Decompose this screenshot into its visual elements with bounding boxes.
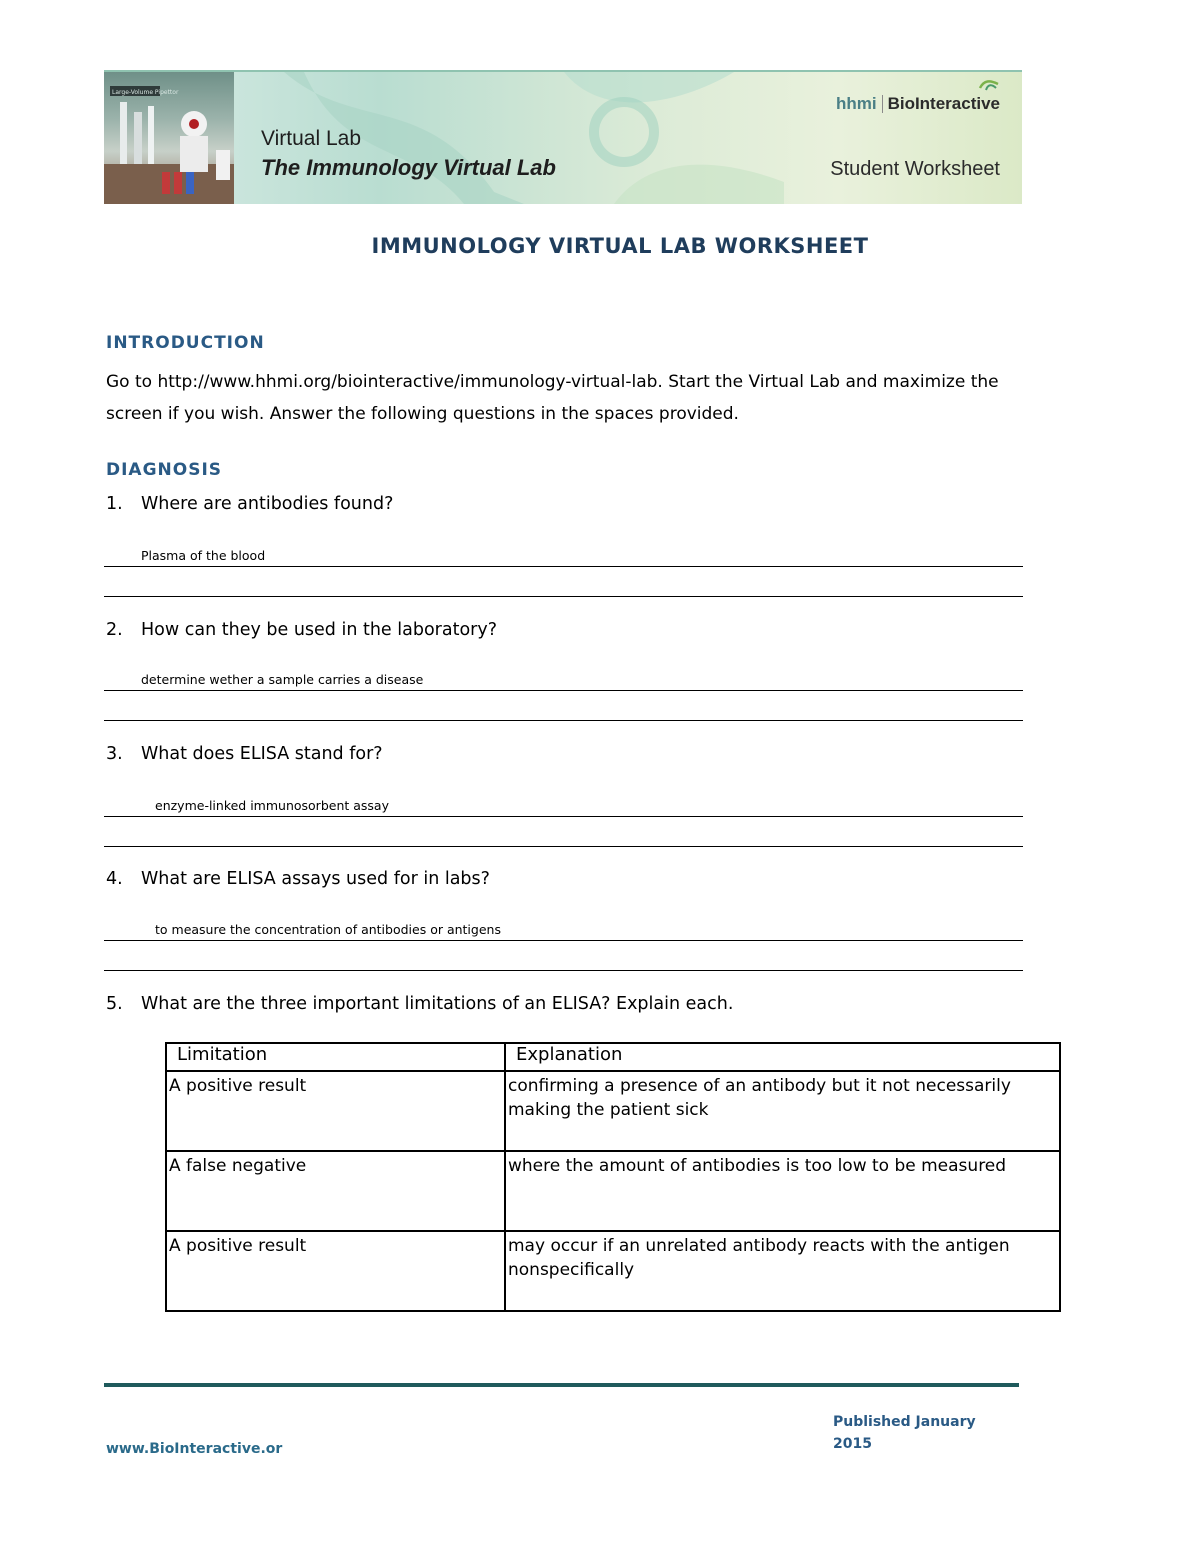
logo-separator	[882, 95, 883, 113]
column-header-explanation: Explanation	[505, 1043, 1060, 1071]
hhmi-biointeractive-logo	[836, 94, 1000, 114]
explanation-cell[interactable]: confirming a presence of an antibody but it not necessarily making the patient sick	[505, 1071, 1060, 1151]
published-date: Published January 2015	[833, 1414, 976, 1452]
table-row	[166, 1151, 1060, 1231]
explanation-cell[interactable]: may occur if an unrelated antibody reacts with the antigen nonspecifically	[505, 1231, 1060, 1311]
limitation-cell[interactable]: A false negative	[166, 1151, 505, 1231]
question-text: How can they be used in the laboratory?	[141, 620, 497, 640]
question-3	[106, 744, 383, 764]
question-text: What does ELISA stand for?	[141, 744, 383, 764]
banner-kicker: Virtual Lab	[261, 127, 362, 150]
answer-line	[104, 970, 1023, 971]
answer-line	[104, 940, 1023, 941]
introduction-heading: INTRODUCTION	[106, 333, 265, 353]
limitation-cell[interactable]: A positive result	[166, 1231, 505, 1311]
table-row	[166, 1231, 1060, 1311]
footer-website-link[interactable]: www.BioInteractive.or	[106, 1441, 283, 1457]
hhmi-logo-icon	[978, 78, 1000, 92]
question-1	[106, 494, 393, 514]
question-number: 5.	[106, 994, 123, 1014]
footer-divider	[104, 1383, 1019, 1387]
answer-line	[104, 720, 1023, 721]
photo-label: Large-Volume Pipettor	[112, 89, 179, 96]
question-number: 1.	[106, 494, 123, 514]
limitation-cell[interactable]: A positive result	[166, 1071, 505, 1151]
table-row	[166, 1071, 1060, 1151]
question-number: 4.	[106, 869, 123, 889]
banner-subtitle: Student Worksheet	[830, 158, 1000, 180]
answer-2[interactable]: determine wether a sample carries a disease	[141, 672, 424, 687]
question-number: 2.	[106, 620, 123, 640]
header-banner	[104, 70, 1022, 204]
logo-hhmi-text: hhmi	[835, 94, 877, 113]
answer-line	[104, 846, 1023, 847]
answer-4[interactable]: to measure the concentration of antibodies or antigens	[155, 922, 501, 937]
explanation-cell[interactable]: where the amount of antibodies is too low to be measured	[505, 1151, 1060, 1231]
diagnosis-heading: DIAGNOSIS	[106, 460, 223, 480]
table-header-row	[166, 1043, 1060, 1071]
question-text: What are the three important limitations of an ELISA? Explain each.	[141, 994, 734, 1014]
question-text: Where are antibodies found?	[141, 494, 394, 514]
answer-line	[104, 690, 1023, 691]
limitations-table	[165, 1042, 1061, 1312]
answer-1[interactable]: Plasma of the blood	[141, 548, 266, 563]
question-2	[106, 620, 497, 640]
lab-equipment-image	[104, 72, 234, 204]
answer-line	[104, 566, 1023, 567]
question-4	[106, 869, 490, 889]
document-title: IMMUNOLOGY VIRTUAL LAB WORKSHEET	[371, 234, 869, 258]
logo-biointeractive-text: BioInteractive	[887, 94, 1000, 113]
answer-line	[104, 596, 1023, 597]
question-number: 3.	[106, 744, 123, 764]
answer-3[interactable]: enzyme-linked immunosorbent assay	[155, 798, 389, 813]
question-text: What are ELISA assays used for in labs?	[141, 869, 490, 889]
banner-title: The Immunology Virtual Lab	[261, 155, 556, 180]
column-header-limitation: Limitation	[166, 1043, 505, 1071]
answer-line	[104, 816, 1023, 817]
introduction-text: Go to http://www.hhmi.org/biointeractive/immunology-virtual-lab. Start the Virtual Lab and maximize the screen if you wish. Answer the following questions in the spaces provided.	[106, 372, 999, 424]
question-5	[106, 994, 733, 1014]
